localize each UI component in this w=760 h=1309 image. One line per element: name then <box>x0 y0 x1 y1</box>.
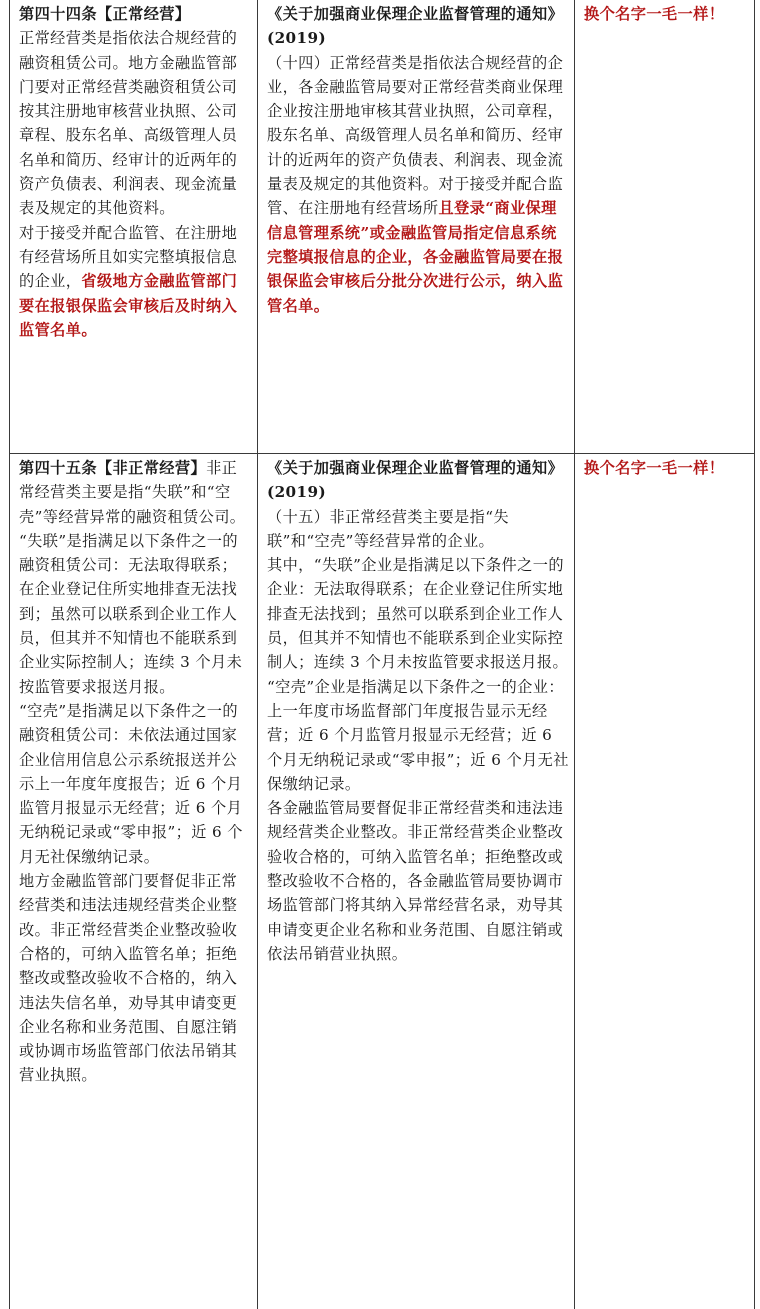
notice-item-14-highlight: 且登录“商业保理信息管理系统”或金融监管局指定信息系统完整填报信息的企业，各金融监管局要在报银保监会审核后分批分次进行公示，纳入监管名单。 <box>267 199 564 315</box>
notice-item-15-lost-contact: 其中，“失联”企业是指满足以下条件之一的企业：无法取得联系；在企业登记住所实地排查无法找到；虽然可以联系到企业工作人员，但其并不知情也不能联系到企业实际控制人；连续 3 个月未按监管要求报送月报。 <box>267 556 569 672</box>
notice-title-2: 《关于加强商业保理企业监督管理的通知》(2019) <box>267 459 564 502</box>
notice-item-14-body: （十四）正常经营类是指依法合规经营的企业，各金融监管局要对正常经营类商业保理企业按注册地审核其营业执照，公司章程，股东名单、高级管理人员名单和简历、经审计的近两年的资产负债表、利润表、现金流量表及规定的其他资料。对于接受并配合监管、在注册地有经营场所 <box>267 53 564 218</box>
notice-title-1: 《关于加强商业保理企业监督管理的通知》(2019) <box>267 5 564 48</box>
notice-item-15-rectification: 各金融监管局要督促非正常经营类和违法违规经营类企业整改。非正常经营类企业整改验收合格的，可纳入监管名单；拒绝整改或整改验收不合格的，各金融监管局要协调市场监管部门将其纳入异常经营名录，劝导其申请变更企业名称和业务范围、自愿注销或依法吊销营业执照。 <box>267 799 564 963</box>
row1-comment: 换个名字一毛一样！ <box>584 5 725 23</box>
column-divider-2 <box>574 0 575 1309</box>
notice-item-15-shell: “空壳”企业是指满足以下条件之一的企业：上一年度市场监督部门年度报告显示无经营；近 6 个月监管月报显示无经营；近 6 个月无纳税记录或“零申报”；近 6 个月无社保缴纳记录。 <box>267 677 569 793</box>
article-45-rectification: 地方金融监管部门要督促非正常经营类和违法违规经营类企业整改。非正常经营类企业整改验收合格的，可纳入监管名单；拒绝整改或整改验收不合格的，纳入违法失信名单，劝导其申请变更企业名称和业务范围、自愿注销或协调市场监管部门依法吊销其营业执照。 <box>19 872 238 1085</box>
row1-old-regulation-cell <box>267 2 571 318</box>
article-45-intro: 非正常经营类主要是指“失联”和“空壳”等经营异常的融资租赁公司。 <box>19 459 246 526</box>
row-divider <box>9 453 755 454</box>
article-45-lost-contact: “失联”是指满足以下条件之一的融资租赁公司：无法取得联系；在企业登记住所实地排查无法找到；虽然可以联系到企业工作人员，但其并不知情也不能联系到企业实际控制人；连续 3 个月未按监管要求报送月报。 <box>19 531 243 696</box>
column-divider-1 <box>257 0 258 1309</box>
notice-item-15-intro: （十五）非正常经营类主要是指“失联”和“空壳”等经营异常的企业。 <box>267 507 509 550</box>
row2-new-regulation-cell <box>19 456 251 1088</box>
row2-old-regulation-cell <box>267 456 571 966</box>
table-border-right <box>754 0 755 1309</box>
row2-comment: 换个名字一毛一样！ <box>584 459 725 477</box>
article-44-highlight: 省级地方金融监管部门要在报银保监会审核后及时纳入监管名单。 <box>19 272 238 339</box>
row2-comment-cell <box>584 456 744 480</box>
article-44-body: 正常经营类是指依法合规经营的融资租赁公司。地方金融监管部门要对正常经营类融资租赁公司按其注册地审核营业执照、公司章程、股东名单、高级管理人员名单和简历、经审计的近两年的资产负债表、利润表、现金流量表及规定的其他资料。 <box>19 29 238 218</box>
row1-new-regulation-cell <box>19 2 251 342</box>
table-border-left <box>9 0 10 1309</box>
article-44-condition: 对于接受并配合监管、在注册地有经营场所且如实完整填报信息的企业， <box>19 223 238 291</box>
article-45-shell: “空壳”是指满足以下条件之一的融资租赁公司：未依法通过国家企业信用信息公示系统报送并公示上一年度年度报告；近 6 个月监管月报显示无经营；近 6 个月无纳税记录或“零申报”；近 6 个月无社保缴纳记录。 <box>19 701 243 866</box>
comparison-table <box>9 0 755 1309</box>
row1-comment-cell <box>584 2 744 26</box>
article-45-title: 第四十五条【非正常经营】 <box>19 459 207 477</box>
article-44-title: 第四十四条【正常经营】 <box>19 5 191 23</box>
